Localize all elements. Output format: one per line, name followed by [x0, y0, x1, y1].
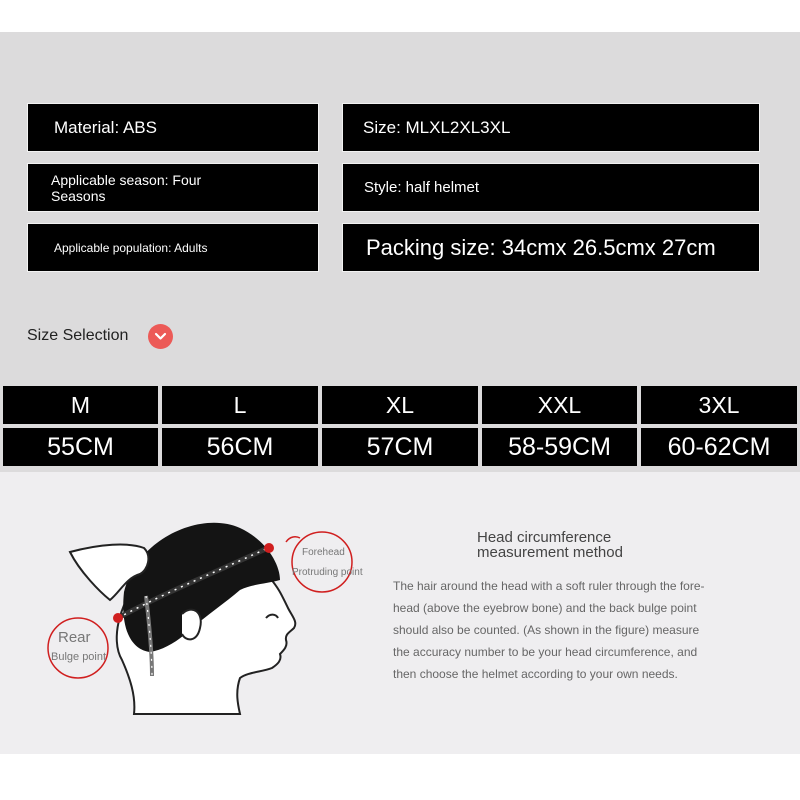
measurement-description-line: should also be counted. (As shown in the figure) measure [393, 623, 700, 637]
ear-shape [182, 610, 201, 640]
spec-season-line1: Applicable season: Four [51, 171, 202, 188]
rear-label-line2: Bulge point [51, 651, 107, 663]
forehead-callout-arrow [286, 537, 300, 542]
spec-size [343, 104, 759, 151]
measurement-description-line: the accuracy number to be your head circumference, and [393, 645, 698, 659]
rear-label-line1: Rear [58, 629, 91, 646]
spec-material-text: Material: ABS [54, 117, 157, 137]
rear-callout-circle [48, 618, 108, 678]
measurement-description-line: head (above the eyebrow bone) and the back bulge point [393, 601, 697, 615]
chevron-down-icon [154, 331, 167, 342]
size-value-m: 55CM [3, 428, 158, 466]
spec-season [28, 164, 318, 211]
spec-population-text: Applicable population: Adults [54, 240, 208, 255]
size-selection-toggle[interactable] [148, 324, 173, 349]
spec-material [28, 104, 318, 151]
spec-style [343, 164, 759, 211]
measurement-description-line: The hair around the head with a soft ruler through the fore- [393, 579, 705, 593]
spec-season-line2: Seasons [51, 187, 106, 204]
spec-population [28, 224, 318, 271]
measurement-title-line1: Head circumference [477, 529, 612, 546]
size-header-xl: XL [322, 386, 478, 424]
size-value-xl: 57CM [322, 428, 478, 466]
measurement-title [477, 530, 677, 560]
spec-style-text: Style: half helmet [364, 179, 480, 196]
forehead-label-line1: Forehead [302, 547, 345, 558]
head-measurement-illustration [40, 500, 380, 720]
measurement-description-line: then choose the helmet according to your own needs. [393, 667, 678, 681]
size-header-l: L [162, 386, 318, 424]
size-header-3xl: 3XL [641, 386, 797, 424]
forehead-callout-circle [292, 532, 352, 592]
forehead-label-line2: Protruding point [292, 567, 363, 578]
measurement-description [393, 575, 738, 685]
spec-packing [343, 224, 759, 271]
measurement-title-line2: measurement method [477, 544, 623, 561]
size-selection-label: Size Selection [27, 327, 129, 344]
spec-size-text: Size: MLXL2XL3XL [363, 117, 511, 137]
size-value-l: 56CM [162, 428, 318, 466]
size-value-3xl: 60-62CM [641, 428, 797, 466]
size-header-m: M [3, 386, 158, 424]
spec-packing-text: Packing size: 34cmx 26.5cmx 27cm [366, 234, 716, 260]
size-value-xxl: 58-59CM [482, 428, 637, 466]
rear-marker-dot [113, 613, 123, 623]
size-header-xxl: XXL [482, 386, 637, 424]
forehead-marker-dot [264, 543, 274, 553]
